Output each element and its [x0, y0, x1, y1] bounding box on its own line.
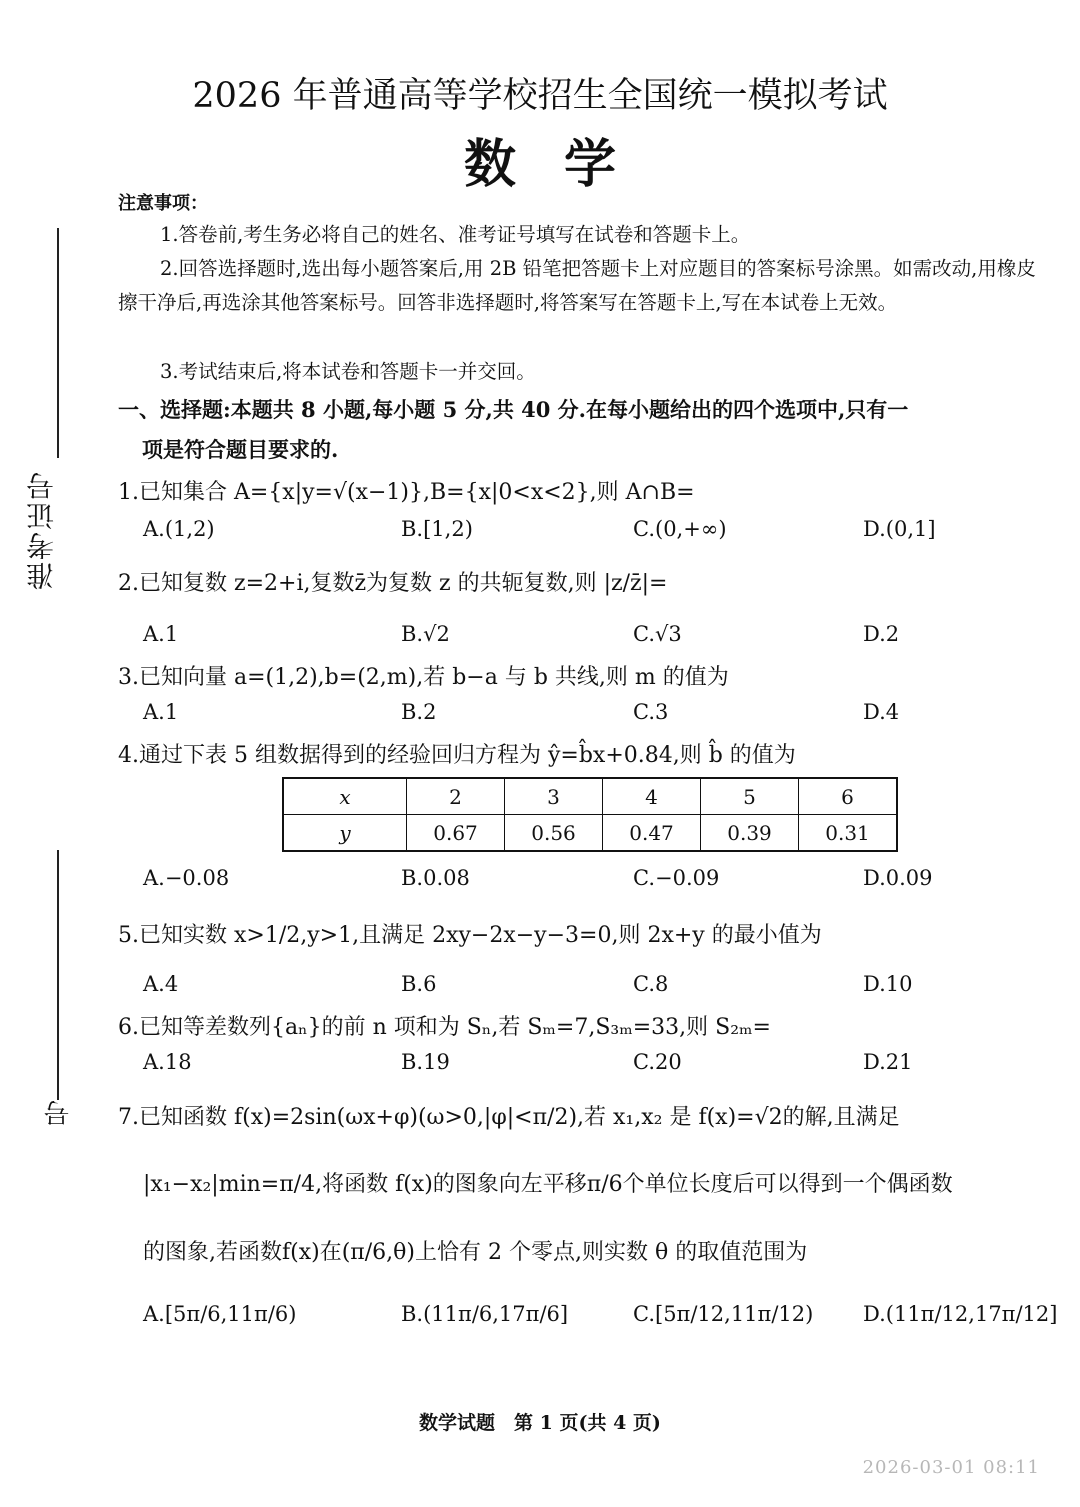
question-3-option-d: D.4 — [863, 700, 900, 724]
table-cell: 6 — [799, 778, 898, 815]
question-1-option-c: C.(0,+∞) — [633, 517, 727, 541]
question-4-stem: 4.通过下表 5 组数据得到的经验回归方程为 ŷ=b̂x+0.84,则 b̂ 的值为 — [118, 743, 796, 768]
question-7-option-b: B.(11π/6,17π/6] — [401, 1302, 569, 1326]
question-7-option-a: A.[5π/6,11π/6) — [143, 1302, 297, 1326]
question-7-option-d: D.(11π/12,17π/12] — [863, 1302, 1058, 1326]
question-3-option-b: B.2 — [401, 700, 437, 724]
question-4-option-d: D.0.09 — [863, 866, 933, 890]
question-5-option-d: D.10 — [863, 972, 913, 996]
binding-line-mid — [57, 850, 59, 1100]
question-7-option-c: C.[5π/12,11π/12) — [633, 1302, 814, 1326]
question-4-option-a: A.−0.08 — [143, 866, 230, 890]
question-7-stem-line3: 的图象,若函数f(x)在(π/6,θ)上恰有 2 个零点,则实数 θ 的取值范围为 — [143, 1240, 808, 1265]
page-footer: 数学试题 第 1 页(共 4 页) — [419, 1412, 661, 1434]
question-7-stem-line2: |x₁−x₂|min=π/4,将函数 f(x)的图象向左平移π/6个单位长度后可以得到一个偶函数 — [143, 1172, 953, 1197]
question-5-stem: 5.已知实数 x>1/2,y>1,且满足 2xy−2x−y−3=0,则 2x+y 的最小值为 — [118, 923, 822, 948]
binding-line-top — [57, 228, 59, 458]
question-2-option-c: C.√3 — [633, 622, 682, 646]
question-3-option-c: C.3 — [633, 700, 669, 724]
question-6-option-b: B.19 — [401, 1050, 450, 1074]
question-5-option-a: A.4 — [143, 972, 179, 996]
table-cell: 5 — [701, 778, 799, 815]
question-1-stem: 1.已知集合 A={x|y=√(x−1)},B={x|0<x<2},则 A∩B= — [118, 480, 695, 505]
question-1-option-d: D.(0,1] — [863, 517, 936, 541]
exam-title: 2026 年普通高等学校招生全国统一模拟考试 — [192, 76, 888, 116]
table-cell: 0.31 — [799, 815, 898, 852]
table-row-x — [283, 778, 897, 815]
table-cell: 0.56 — [505, 815, 603, 852]
section-heading — [118, 390, 1043, 470]
question-4-option-c: C.−0.09 — [633, 866, 720, 890]
question-2-stem: 2.已知复数 z=2+i,复数z̄为复数 z 的共轭复数,则 |z/z̄|= — [118, 571, 668, 596]
table-cell: 4 — [603, 778, 701, 815]
question-3-stem: 3.已知向量 a=(1,2),b=(2,m),若 b−a 与 b 共线,则 m 的值为 — [118, 665, 729, 690]
table-cell: 3 — [505, 778, 603, 815]
question-7-stem-line1: 7.已知函数 f(x)=2sin(ωx+φ)(ω>0,|φ|<π/2),若 x₁,x₂ 是 f(x)=√2的解,且满足 — [118, 1105, 900, 1130]
question-4-option-b: B.0.08 — [401, 866, 470, 890]
table-cell: 0.47 — [603, 815, 701, 852]
question-2-option-d: D.2 — [863, 622, 900, 646]
subject-title: 数学 — [463, 134, 664, 195]
question-6-option-a: A.18 — [143, 1050, 192, 1074]
side-label-fragment: 号 — [44, 1100, 74, 1126]
scan-timestamp: 2026-03-01 08:11 — [862, 1457, 1040, 1478]
notice-item-2: 2.回答选择题时,选出每小题答案后,用 2B 铅笔把答题卡上对应题目的答案标号涂黑。如需改动,用橡皮擦干净后,再选涂其他答案标号。回答非选择题时,将答案写在答题卡上,写在本试卷上无效。 — [118, 257, 1036, 314]
question-6-option-c: C.20 — [633, 1050, 682, 1074]
question-3-option-a: A.1 — [143, 700, 179, 724]
regression-data-table — [282, 777, 898, 852]
question-6-stem: 6.已知等差数列{aₙ}的前 n 项和为 Sₙ,若 Sₘ=7,S₃ₘ=33,则 S₂ₘ= — [118, 1015, 771, 1040]
notice-item-3: 3.考试结束后,将本试卷和答题卡一并交回。 — [160, 360, 536, 383]
table-header-x: x — [283, 778, 407, 815]
exam-number-label: 准考证号 — [25, 470, 58, 590]
question-1-option-a: A.(1,2) — [143, 517, 215, 541]
table-cell: 0.67 — [407, 815, 505, 852]
table-row-y — [283, 815, 897, 852]
section-heading-line1: 一、选择题:本题共 8 小题,每小题 5 分,共 40 分.在每小题给出的四个选项中,只有一 — [118, 397, 909, 422]
table-cell: 2 — [407, 778, 505, 815]
section-heading-line2: 项是符合题目要求的. — [142, 437, 339, 462]
notice-heading: 注意事项： — [118, 193, 208, 214]
question-1-option-b: B.[1,2) — [401, 517, 473, 541]
table-cell: 0.39 — [701, 815, 799, 852]
notice-item-1: 1.答卷前,考生务必将自己的姓名、准考证号填写在试卷和答题卡上。 — [160, 223, 751, 246]
question-2-option-a: A.1 — [143, 622, 179, 646]
question-5-option-b: B.6 — [401, 972, 437, 996]
question-6-option-d: D.21 — [863, 1050, 913, 1074]
table-header-y: y — [283, 815, 407, 852]
question-2-option-b: B.√2 — [401, 622, 450, 646]
question-5-option-c: C.8 — [633, 972, 669, 996]
